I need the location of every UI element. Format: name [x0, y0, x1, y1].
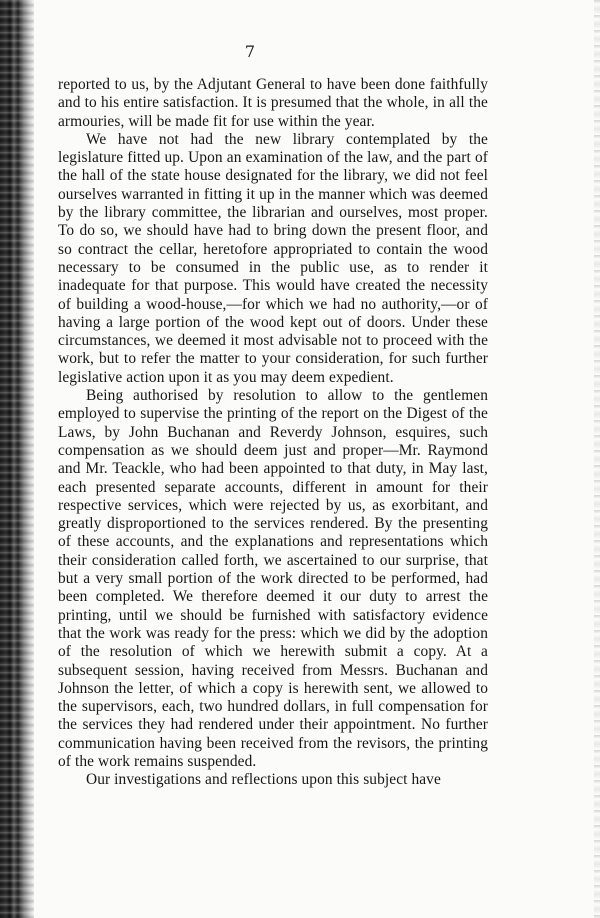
paragraph-digest-of-laws: Being authorised by resolution to allow to the gentlemen employed to supervise the printing of the report on the Digest of the Laws, by John Buchanan and Reverdy Johnson, esquires, such compensation as we should deem just and proper—Mr. Raymond and Mr. Teackle, who had been appointed to that duty, in May last, each presented separate accounts, different in amount for their respective services, which were rejected by us, as exorbitant, and greatly disproportioned to the services rendered. By the presenting of these accounts, and the explanations and representations which their consideration called forth, we ascertained to our surprise, that but a very small portion of the work directed to be performed, had been completed. We therefore deemed it our duty to arrest the printing, until we should be furnished with satisfactory evidence that the work was ready for the press: which we did by the adoption of the resolution of which we herewith submit a copy. At a subsequent session, having received from Messrs. Buchanan and Johnson the letter, of which a copy is herewith sent, we allowed to the supervisors, each, two hundred dollars, in full compensation for the services they had rendered under their appointment. No further communication having been received from the revisors, the printing of the work remains suspended. [58, 387, 488, 770]
binding-edge [0, 0, 34, 918]
paragraph-continued: reported to us, by the Adjutant General to have been done faithfully and to his entire satisfaction. It is presumed that the whole, in all the armouries, will be made fit for use within the year. [58, 76, 488, 130]
paragraph-investigations: Our investigations and reflections upon this subject have [86, 771, 441, 789]
body-text [58, 76, 488, 790]
paragraph-library: We have not had the new library contemplated by the legislature fitted up. Upon an examination of the law, and the part of the hall of the state house designated for the library, we did not feel ourselves warranted in fitting it up in the manner which was deemed by the library committee, the librarian and ourselves, most proper. To do so, we should have had to bring down the present floor, and so contract the cellar, heretofore appropriated to contain the wood necessary to be consumed in the public use, as to render it inadequate for that purpose. This would have created the necessity of building a wood-house,—for which we had no authority,—or of having a large portion of the wood kept out of doors. Under these circumstances, we deemed it most advisable not to proceed with the work, but to refer the matter to your consideration, for such further legislative action upon it as you may deem expedient. [58, 130, 488, 386]
page-number: 7 [244, 42, 256, 61]
page-edge [594, 0, 600, 918]
